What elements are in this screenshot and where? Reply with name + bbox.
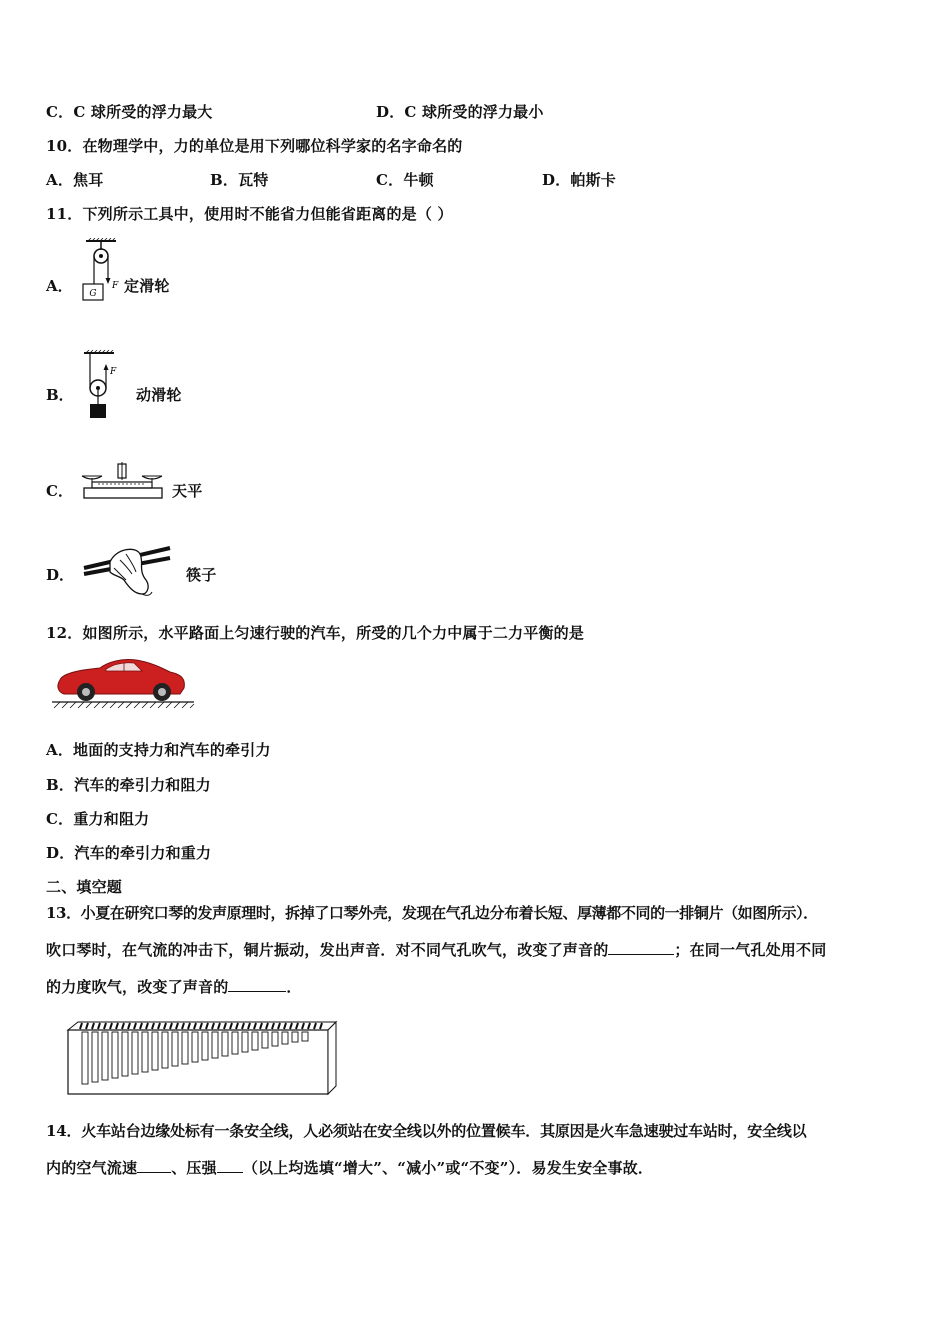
q10-option-d: D．帕斯卡 xyxy=(542,171,617,189)
q14-line2-text-c: （以上均选填“增大”、“减小”或“不变”）．易发生安全事故． xyxy=(242,1159,654,1177)
q11-option-a-label: A． xyxy=(46,277,73,295)
q13-line1: 13．小夏在研究口琴的发声原理时，拆掉了口琴外壳，发现在气孔边分布着长短、厚薄都不同的一排铜片（如图所示）． xyxy=(46,904,818,922)
q11-stem: 11．下列所示工具中，使用时不能省力但能省距离的是（ ） xyxy=(46,205,453,223)
q12-option-a: A．地面的支持力和汽车的牵引力 xyxy=(46,741,271,759)
q12-stem: 12．如图所示，水平路面上匀速行驶的汽车，所受的几个力中属于二力平衡的是 xyxy=(46,624,585,642)
car-figure xyxy=(50,652,196,712)
q14-line2-text-b: 、压强 xyxy=(171,1159,217,1177)
q13-line3 xyxy=(46,977,302,997)
q14-line1: 14．火车站台边缘处标有一条安全线，人必须站在安全线以外的位置候车．其原因是火车急速驶过车站时，安全线以 xyxy=(46,1122,807,1140)
q13-line2-text-b: ；在同一气孔处用不同 xyxy=(674,941,827,959)
q10-stem: 10．在物理学中，力的单位是用下列哪位科学家的名字命名的 xyxy=(46,137,463,155)
fig-label-f: F xyxy=(112,281,119,291)
movable-pulley-figure xyxy=(82,350,122,422)
q12-option-c: C．重力和阻力 xyxy=(46,810,150,828)
chopsticks-figure xyxy=(80,540,174,598)
q11-option-c-text: 天平 xyxy=(172,482,203,500)
q13-line3-text-b: ． xyxy=(286,978,302,996)
q9-option-c: C．C 球所受的浮力最大 xyxy=(46,103,213,121)
q10-option-b: B．瓦特 xyxy=(210,171,269,189)
q14-line2 xyxy=(46,1158,653,1178)
fig-label-g: G xyxy=(89,289,97,299)
q14-blank-2 xyxy=(217,1158,243,1173)
balance-figure xyxy=(78,460,170,500)
q10-option-c: C．牛顿 xyxy=(376,171,434,189)
harmonica-reeds-figure xyxy=(64,1018,340,1098)
q12-option-b: B．汽车的牵引力和阻力 xyxy=(46,776,211,794)
q14-line2-text-a: 内的空气流速 xyxy=(46,1159,138,1177)
section-heading: 二、填空题 xyxy=(46,878,123,896)
q11-option-d-label: D． xyxy=(46,566,75,584)
q11-option-c-label: C． xyxy=(46,482,73,500)
q13-blank-2 xyxy=(228,977,286,992)
q11-option-b-text: 动滑轮 xyxy=(136,386,182,404)
q13-line2 xyxy=(46,940,826,960)
q9-option-d: D．C 球所受的浮力最小 xyxy=(376,103,544,121)
q11-option-d-text: 筷子 xyxy=(186,566,217,584)
fig-label-f-b: F xyxy=(110,367,117,377)
fixed-pulley-figure xyxy=(80,238,120,304)
q13-line3-text-a: 的力度吹气，改变了声音的 xyxy=(46,978,229,996)
q14-blank-1 xyxy=(137,1158,171,1173)
q10-option-a: A．焦耳 xyxy=(46,171,104,189)
q11-option-b-label: B． xyxy=(46,386,74,404)
q13-blank-1 xyxy=(608,940,674,955)
q12-option-d: D．汽车的牵引力和重力 xyxy=(46,844,212,862)
q13-line2-text-a: 吹口琴时，在气流的冲击下，铜片振动，发出声音．对不同气孔吹气，改变了声音的 xyxy=(46,941,609,959)
q11-option-a-text: 定滑轮 xyxy=(124,277,170,295)
